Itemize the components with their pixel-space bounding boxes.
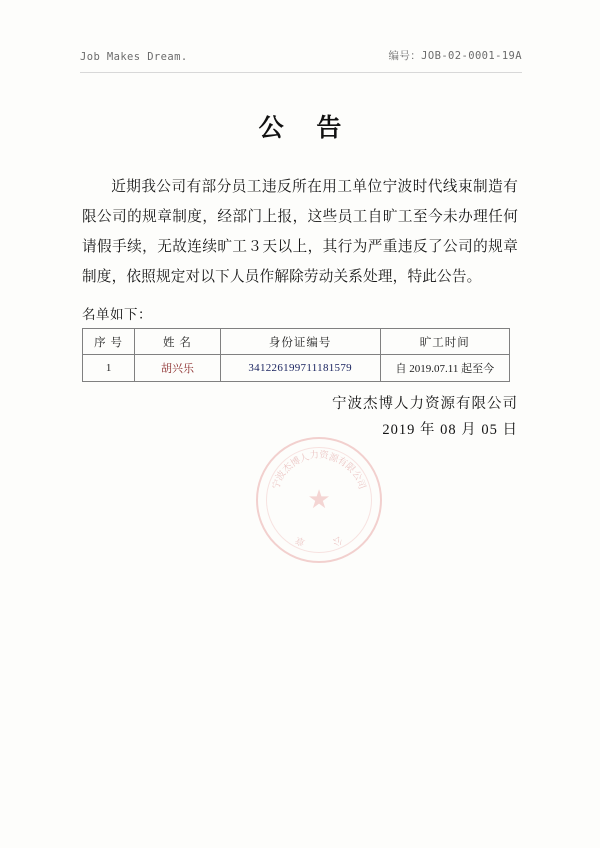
cell-seq: 1 xyxy=(83,355,135,382)
column-header-seq: 序 号 xyxy=(83,329,135,355)
column-header-name: 姓 名 xyxy=(135,329,221,355)
header-slogan: Job Makes Dream. xyxy=(80,51,188,63)
name-list-table xyxy=(82,328,510,382)
table-row xyxy=(83,355,510,382)
column-header-time: 旷工时间 xyxy=(380,329,509,355)
column-header-id: 身份证编号 xyxy=(220,329,380,355)
page-title: 公 告 xyxy=(258,113,354,142)
header-divider xyxy=(80,72,522,73)
seal-star-icon: ★ xyxy=(307,485,331,514)
header-document-number: 编号：JOB-02-0001-19A xyxy=(388,50,522,62)
cell-absence-time: 自 2019.07.11 起至今 xyxy=(380,355,509,382)
announcement-body: 近期我公司有部分员工违反所在用工单位宁波时代线束制造有限公司的规章制度，经部门上报，这些员工自旷工至今未办理任何请假手续，无故连续旷工３天以上，其行为严重违反了公司的规章制度，依照规定对以下人员作解除劳动关系处理，特此公告。 xyxy=(82,179,518,285)
table-header-row xyxy=(83,329,510,355)
company-seal-stamp xyxy=(256,437,382,563)
signature-date: 2019 年 08 月 05 日 xyxy=(382,422,518,438)
signature-company: 宁波杰博人力资源有限公司 xyxy=(332,396,518,412)
cell-id-number: 341226199711181579 xyxy=(220,355,380,382)
seal-top-text: 宁 波 杰 博 人 力 资 源 有 限 公 司 xyxy=(271,450,367,492)
name-list-label: 名单如下： xyxy=(82,307,152,322)
seal-text xyxy=(258,439,380,561)
cell-name: 胡兴乐 xyxy=(135,355,221,382)
seal-inner-circle xyxy=(266,447,372,553)
seal-bottom-text: 公 章 xyxy=(293,533,345,547)
document-header xyxy=(80,48,522,63)
